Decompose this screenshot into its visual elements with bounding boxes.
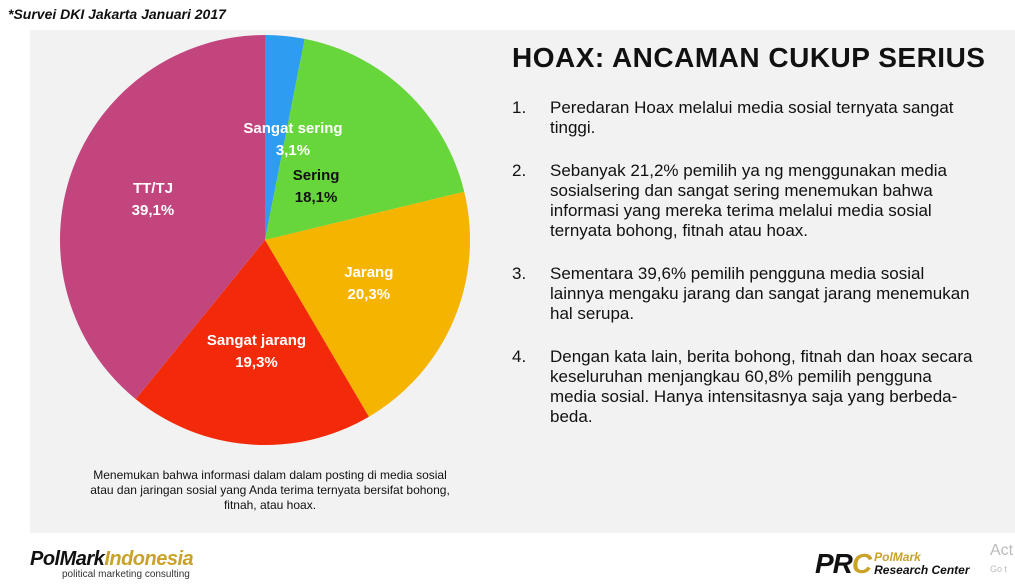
slice-category-label: Sangat jarang — [206, 332, 307, 350]
polmark-logo — [30, 548, 193, 580]
page-title: HOAX: ANCAMAN CUKUP SERIUS — [512, 42, 986, 73]
brand-tagline: political marketing consulting — [62, 569, 190, 580]
watermark-line1: Act — [990, 542, 1014, 559]
finding-text: Dengan kata lain, berita bohong, fitnah dan hoax secara keseluruhan menjangkau 60,8% pemilih pengguna media sosial. Hanya intensitasnya saja yang berbeda-beda. — [550, 347, 973, 426]
finding-item — [512, 347, 982, 427]
content-panel — [30, 30, 1015, 533]
slice-label — [207, 330, 306, 374]
prc-line1: PolMark — [874, 550, 921, 564]
slice-value-label: 19,3% — [235, 354, 278, 372]
slice-label — [293, 165, 340, 209]
prc-logo — [815, 548, 970, 580]
survey-note: *Survei DKI Jakarta Januari 2017 — [8, 6, 226, 22]
slice-label — [344, 262, 393, 306]
brand-name-b: Indonesia — [104, 548, 194, 570]
finding-number: 3. — [512, 264, 527, 283]
slice-value-label: 18,1% — [294, 188, 338, 206]
slice-category-label: TT/TJ — [132, 180, 173, 198]
pie-chart — [30, 30, 490, 460]
chart-caption: Menemukan bahwa informasi dalam dalam posting di media sosial atau dan jaringan sosial yang Anda terima ternyata bersifat bohong, fitnah, atau hoax. — [90, 468, 450, 512]
finding-number: 2. — [512, 161, 527, 180]
finding-item — [512, 98, 982, 138]
slice-value-label: 39,1% — [131, 202, 175, 220]
activation-watermark — [990, 542, 1013, 578]
prc-line2: Research Center — [874, 563, 970, 577]
prc-logo-c: C — [851, 548, 872, 579]
finding-item — [512, 264, 982, 324]
slice-value-label: 3,1% — [275, 142, 311, 159]
slice-label — [132, 178, 175, 222]
slice-label — [243, 118, 342, 162]
slice-category-label: Sangat sering — [243, 120, 343, 137]
prc-logo-pr: PR — [815, 548, 852, 579]
finding-number: 1. — [512, 98, 527, 117]
finding-text: Peredaran Hoax melalui media sosial ternyata sangat tinggi. — [550, 98, 954, 137]
slice-category-label: Jarang — [344, 264, 394, 281]
slice-category-label: Sering — [292, 166, 340, 184]
brand-name-a: PolMark — [30, 548, 105, 570]
slice-value-label: 20,3% — [347, 286, 391, 303]
finding-number: 4. — [512, 347, 527, 366]
finding-text: Sebanyak 21,2% pemilih ya ng menggunakan media sosialsering dan sangat sering menemukan bahwa informasi yang mereka terima melalui media sosial ternyata bohong, fitnah atau hoax. — [550, 161, 947, 240]
finding-item — [512, 161, 982, 241]
finding-text: Sementara 39,6% pemilih pengguna media sosial lainnya mengaku jarang dan sangat jarang menemukan hal serupa. — [550, 264, 970, 323]
watermark-line2: Go t — [990, 564, 1008, 574]
findings-list — [512, 98, 982, 450]
